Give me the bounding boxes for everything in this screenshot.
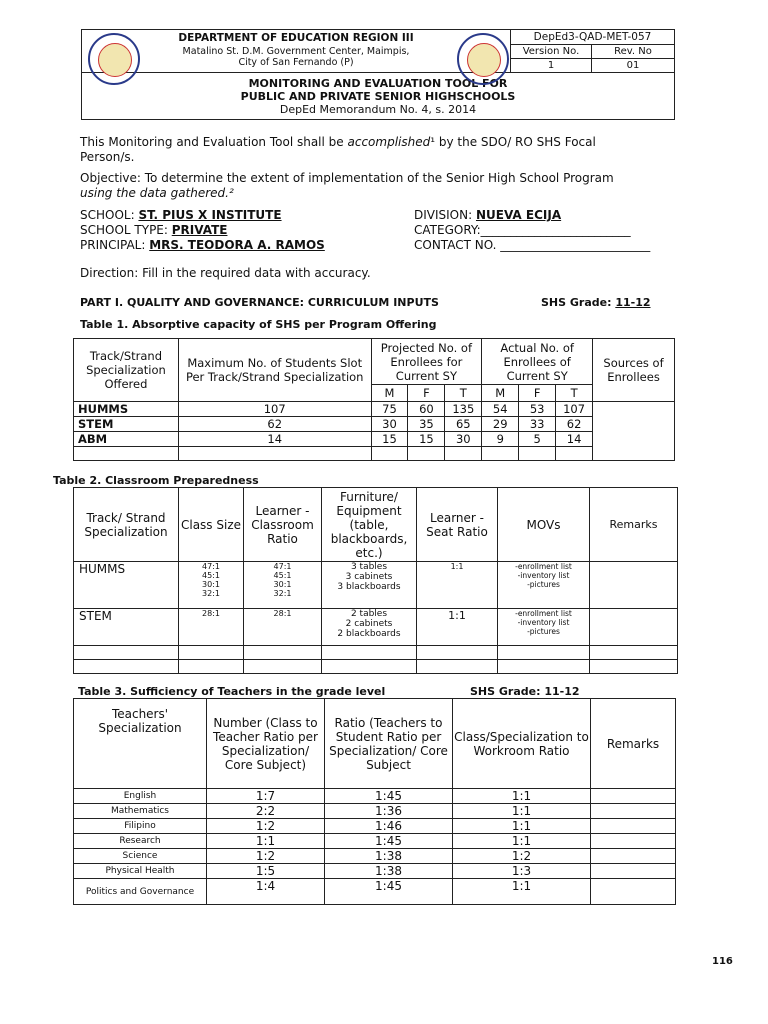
school-line	[80, 208, 282, 222]
contact-blank[interactable]: _________________________	[500, 238, 651, 252]
t3-class: 1:1	[453, 804, 591, 819]
t3-class: 1:2	[453, 849, 591, 864]
table-row	[74, 804, 676, 819]
table1-caption: Table 1. Absorptive capacity of SHS per Program Offering	[80, 318, 437, 331]
t2-furniture: 2 tables 2 cabinets 2 blackboards	[322, 609, 417, 646]
t3-ratio: 1:38	[325, 849, 453, 864]
t1-header-projected: Projected No. of Enrollees for Current SY	[371, 339, 482, 385]
t2-remarks	[590, 562, 678, 609]
table-row	[74, 402, 675, 417]
t1-cell: 30	[445, 432, 482, 447]
header-title-cell	[82, 73, 675, 120]
school-type-value: PRIVATE	[171, 223, 228, 237]
t1-cell: 54	[482, 402, 519, 417]
intro-text-a: This Monitoring and Evaluation Tool shall be	[80, 135, 344, 149]
t1-header-sources: Sources of Enrollees	[593, 339, 675, 402]
t1-cell: 65	[445, 417, 482, 432]
t2-furniture: 3 tables 3 cabinets 3 blackboards	[322, 562, 417, 609]
t2-header-movs: MOVs	[498, 488, 590, 562]
t3-ratio: 1:45	[325, 834, 453, 849]
t3-remarks	[591, 804, 676, 819]
contact-label: CONTACT NO.	[414, 238, 501, 252]
part1-grade-label: SHS Grade:	[541, 296, 616, 309]
table-row-empty	[74, 447, 675, 461]
t3-class: 1:3	[453, 864, 591, 879]
t2-header-furniture: Furniture/ Equipment (table, blackboards, etc.)	[322, 488, 417, 562]
school-value: ST. PIUS X INSTITUTE	[138, 208, 282, 222]
org-name: DEPARTMENT OF EDUCATION REGION III	[178, 32, 414, 44]
t2-track: HUMMS	[74, 562, 179, 609]
rev-label: Rev. No	[592, 45, 675, 59]
t1-cell: 135	[445, 402, 482, 417]
table-row-empty	[74, 660, 678, 674]
t1-header-track: Track/Strand Specialization Offered	[74, 339, 179, 402]
objective-sup: ²	[229, 186, 234, 200]
t3-spec: Science	[74, 849, 207, 864]
t1-cell: 75	[371, 402, 408, 417]
t1-cell: 30	[371, 417, 408, 432]
objective-line1: Objective: To determine the extent of implementation of the Senior High School Program	[80, 171, 614, 185]
memo-ref: DepEd Memorandum No. 4, s. 2014	[279, 102, 477, 116]
part1-title: PART I. QUALITY AND GOVERNANCE: CURRICULUM INPUTS	[80, 296, 439, 309]
principal-line	[80, 238, 325, 252]
t2-remarks	[590, 609, 678, 646]
rev-value: 01	[592, 59, 675, 73]
t1-sub-t: T	[445, 385, 482, 402]
t1-sub-f: F	[519, 385, 556, 402]
t1-track: ABM	[74, 432, 179, 447]
table3-teacher-sufficiency	[73, 698, 676, 905]
table-row-empty	[74, 646, 678, 660]
t3-class: 1:1	[453, 834, 591, 849]
t2-header-size: Class Size	[179, 488, 244, 562]
intro-paragraph	[80, 135, 596, 149]
table-row	[74, 789, 676, 804]
t1-sources-blank	[593, 402, 675, 461]
document-header	[81, 29, 675, 120]
intro-text-c: ¹ by the SDO/ RO SHS Focal	[430, 135, 596, 149]
t3-remarks	[591, 849, 676, 864]
t2-size: 28:1	[179, 609, 244, 646]
t3-spec: English	[74, 789, 207, 804]
table3-grade: SHS Grade: 11-12	[470, 685, 580, 698]
t1-cell: 5	[519, 432, 556, 447]
t3-spec: Politics and Governance	[74, 879, 207, 905]
t3-remarks	[591, 789, 676, 804]
category-line	[414, 223, 631, 237]
t1-max: 62	[178, 417, 371, 432]
t1-cell: 107	[556, 402, 593, 417]
table2-caption: Table 2. Classroom Preparedness	[53, 474, 259, 487]
t1-cell: 14	[556, 432, 593, 447]
t1-max: 14	[178, 432, 371, 447]
t1-cell: 15	[371, 432, 408, 447]
table-row	[74, 417, 675, 432]
t2-ratio: 47:1 45:1 30:1 32:1	[244, 562, 322, 609]
t1-sub-t: T	[556, 385, 593, 402]
t3-spec: Mathematics	[74, 804, 207, 819]
t3-num: 1:7	[207, 789, 325, 804]
principal-label: PRINCIPAL:	[80, 238, 150, 252]
t2-ratio: 28:1	[244, 609, 322, 646]
school-type-label: SCHOOL TYPE:	[80, 223, 172, 237]
t1-cell: 35	[408, 417, 445, 432]
t3-spec: Physical Health	[74, 864, 207, 879]
doc-code: DepEd3-QAD-MET-057	[511, 30, 675, 45]
t2-track: STEM	[74, 609, 179, 646]
t3-header-specialization: Teachers' Specialization	[74, 699, 207, 789]
part1-grade	[541, 296, 651, 309]
t3-class: 1:1	[453, 879, 591, 905]
table-row	[74, 819, 676, 834]
table-row	[74, 609, 678, 646]
part1-grade-value: 11-12	[615, 296, 651, 309]
t3-ratio: 1:45	[325, 789, 453, 804]
t1-sub-m: M	[371, 385, 408, 402]
t3-num: 1:5	[207, 864, 325, 879]
org-address-line2: City of San Fernando (P)	[238, 57, 354, 68]
table-row	[74, 879, 676, 905]
t1-track: STEM	[74, 417, 179, 432]
table-row	[74, 864, 676, 879]
table-row	[74, 849, 676, 864]
division-line	[414, 208, 561, 222]
t3-num: 2:2	[207, 804, 325, 819]
category-blank[interactable]: _________________________	[480, 223, 631, 237]
t3-class: 1:1	[453, 789, 591, 804]
t1-sub-f: F	[408, 385, 445, 402]
t2-movs: -enrollment list -inventory list -pictures	[498, 562, 590, 609]
org-address-line1: Matalino St. D.M. Government Center, Maimpis,	[182, 46, 410, 57]
title-line1: MONITORING AND EVALUATION TOOL FOR	[248, 76, 508, 90]
direction-text: Direction: Fill in the required data with accuracy.	[80, 266, 371, 280]
t1-sub-m: M	[482, 385, 519, 402]
t3-remarks	[591, 834, 676, 849]
table-row	[74, 432, 675, 447]
t3-header-remarks: Remarks	[591, 699, 676, 789]
contact-line	[414, 238, 650, 252]
t1-header-actual: Actual No. of Enrollees of Current SY	[482, 339, 593, 385]
t2-header-track: Track/ Strand Specialization	[74, 488, 179, 562]
t3-header-ratio: Ratio (Teachers to Student Ratio per Specialization/ Core Subject	[325, 699, 453, 789]
principal-value: MRS. TEODORA A. RAMOS	[149, 238, 325, 252]
version-value: 1	[511, 59, 592, 73]
table-row	[74, 562, 678, 609]
division-label: DIVISION:	[414, 208, 476, 222]
t3-header-number: Number (Class to Teacher Ratio per Specialization/ Core Subject)	[207, 699, 325, 789]
t1-cell: 33	[519, 417, 556, 432]
t2-seat: 1:1	[417, 562, 498, 609]
header-org-cell	[82, 30, 511, 73]
t3-ratio: 1:46	[325, 819, 453, 834]
t3-header-class: Class/Specialization to Workroom Ratio	[453, 699, 591, 789]
version-label: Version No.	[511, 45, 592, 59]
t3-ratio: 1:45	[325, 879, 453, 905]
table2-classroom-preparedness	[73, 487, 678, 674]
t2-header-seat: Learner - Seat Ratio	[417, 488, 498, 562]
objective-line2	[80, 186, 234, 200]
division-value: NUEVA ECIJA	[475, 208, 562, 222]
t3-spec: Research	[74, 834, 207, 849]
school-label: SCHOOL:	[80, 208, 139, 222]
t1-cell: 53	[519, 402, 556, 417]
title-line2: PUBLIC AND PRIVATE SENIOR HIGHSCHOOLS	[240, 89, 516, 103]
table1-absorptive-capacity	[73, 338, 675, 461]
t3-num: 1:2	[207, 819, 325, 834]
t3-num: 1:1	[207, 834, 325, 849]
t3-num: 1:2	[207, 849, 325, 864]
t2-size: 47:1 45:1 30:1 32:1	[179, 562, 244, 609]
t3-spec: Filipino	[74, 819, 207, 834]
t2-header-remarks: Remarks	[590, 488, 678, 562]
intro-paragraph-end: Person/s.	[80, 150, 135, 164]
school-type-line	[80, 223, 227, 237]
t1-cell: 29	[482, 417, 519, 432]
t1-cell: 15	[408, 432, 445, 447]
table3-caption: Table 3. Sufficiency of Teachers in the grade level	[78, 685, 386, 698]
objective-text: using the data gathered.	[80, 186, 229, 200]
category-label: CATEGORY:	[414, 223, 481, 237]
t2-movs: -enrollment list -inventory list -pictures	[498, 609, 590, 646]
t3-class: 1:1	[453, 819, 591, 834]
deped-seal-left-icon	[88, 33, 140, 85]
t1-cell: 9	[482, 432, 519, 447]
t3-ratio: 1:36	[325, 804, 453, 819]
t3-remarks	[591, 819, 676, 834]
table-row	[74, 834, 676, 849]
t3-num: 1:4	[207, 879, 325, 905]
t3-remarks	[591, 864, 676, 879]
t1-max: 107	[178, 402, 371, 417]
t1-track: HUMMS	[74, 402, 179, 417]
t3-ratio: 1:38	[325, 864, 453, 879]
t1-cell: 60	[408, 402, 445, 417]
t3-remarks	[591, 879, 676, 905]
t2-seat: 1:1	[417, 609, 498, 646]
t2-header-ratio: Learner - Classroom Ratio	[244, 488, 322, 562]
deped-seal-right-icon	[457, 33, 509, 85]
intro-text-italic: accomplished	[347, 135, 431, 149]
t1-cell: 62	[556, 417, 593, 432]
t1-header-max: Maximum No. of Students Slot Per Track/Strand Specialization	[178, 339, 371, 402]
page-number: 116	[712, 956, 733, 967]
